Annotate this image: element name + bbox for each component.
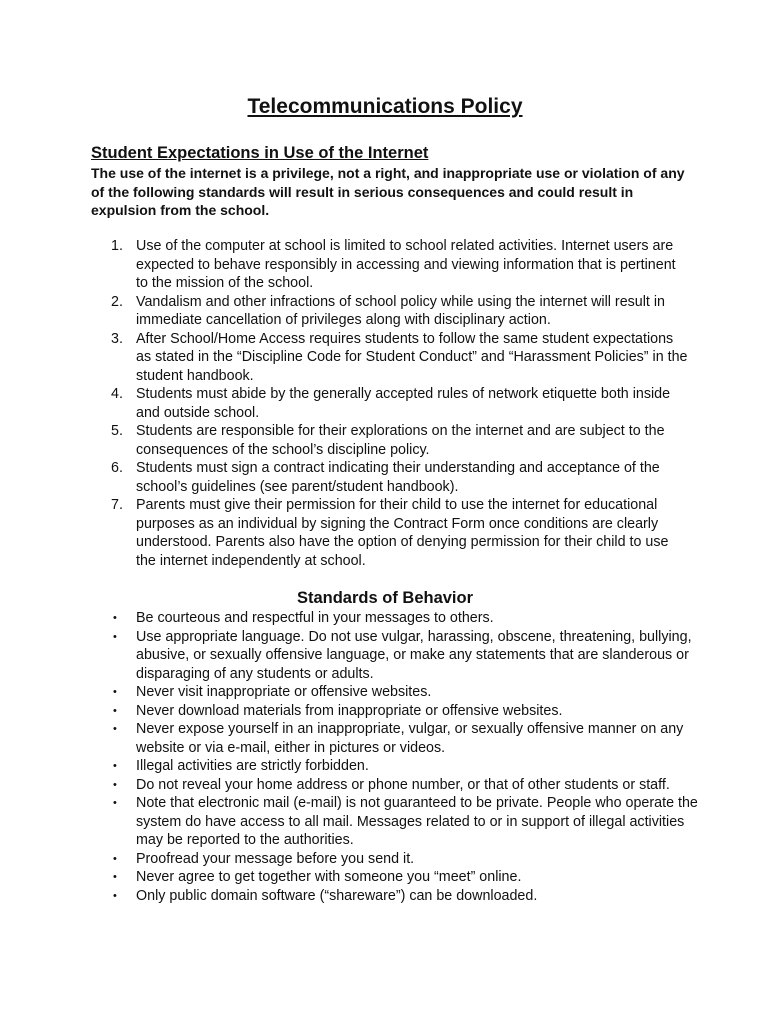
bullet-icon: • xyxy=(113,723,117,735)
list-item xyxy=(91,459,691,496)
standards-list xyxy=(91,609,701,905)
list-number: 3. xyxy=(111,330,123,347)
bullet-item-text: Be courteous and respectful in your messages to others. xyxy=(136,610,494,626)
bullet-item-text: Only public domain software (“shareware”) can be downloaded. xyxy=(136,887,538,904)
list-item xyxy=(91,422,691,459)
bullet-item xyxy=(91,794,701,850)
list-item xyxy=(91,237,691,293)
bullet-icon: • xyxy=(113,778,117,791)
list-number: 1. xyxy=(111,238,123,254)
bullet-item-text: Never download materials from inappropriate or offensive websites. xyxy=(136,702,563,719)
bullet-icon: • xyxy=(113,704,117,717)
bullet-icon: • xyxy=(113,889,117,902)
bullet-item-text: Illegal activities are strictly forbidden. xyxy=(136,758,369,774)
list-item-text: Use of the computer at school is limited to school related activities. Internet users are expected to behave responsibly in accessing and viewing information that is pertinent to the mission of the school. xyxy=(136,238,676,291)
bullet-item xyxy=(91,702,701,721)
list-number: 5. xyxy=(111,423,123,439)
expectations-list xyxy=(91,237,691,570)
bullet-item xyxy=(91,683,701,702)
list-item-text: After School/Home Access requires students to follow the same student expectations as stated in the “Discipline Code for Student Conduct” and “Harassment Policies” in the student handbook. xyxy=(136,330,688,384)
bullet-item xyxy=(91,868,701,887)
bullet-item xyxy=(91,628,701,684)
bullet-item-text: Never visit inappropriate or offensive websites. xyxy=(136,684,432,700)
bullet-item-text: Never agree to get together with someone you “meet” online. xyxy=(136,869,522,885)
bullet-icon: • xyxy=(113,852,117,865)
bullet-item xyxy=(91,757,701,776)
list-item-text: Students must abide by the generally accepted rules of network etiquette both inside and outside school. xyxy=(136,386,671,421)
list-item xyxy=(91,385,691,422)
list-number: 4. xyxy=(111,386,123,402)
list-item xyxy=(91,496,691,570)
bullet-item-text: Do not reveal your home address or phone number, or that of other students or staff. xyxy=(136,776,670,793)
bullet-item-text: Proofread your message before you send it. xyxy=(136,850,415,867)
bullet-icon: • xyxy=(113,797,117,809)
bullet-icon: • xyxy=(113,612,117,624)
bullet-item xyxy=(91,720,701,757)
section-heading-internet-expectations: Student Expectations in Use of the Internet xyxy=(91,144,429,162)
intro-paragraph: The use of the internet is a privilege, not a right, and inappropriate use or violation of any of the following standards will result in serious consequences and could result in expulsion from the school. xyxy=(91,165,685,219)
list-item-text: Parents must give their permission for their child to use the internet for educational purposes as an individual by signing the Contract Form once conditions are clearly understood. Parents also have the option of denying permission for their child to use the internet independently at school. xyxy=(136,497,669,569)
list-item-text: Students are responsible for their explorations on the internet and are subject to the consequences of the school’s discipline policy. xyxy=(136,423,665,458)
list-number: 6. xyxy=(111,460,123,476)
bullet-item-text: Note that electronic mail (e-mail) is not guaranteed to be private. People who operate the system do have access to all mail. Messages related to or in support of illegal activities may be reported to the authorities. xyxy=(136,795,698,848)
section-heading-standards: Standards of Behavior xyxy=(296,589,474,607)
bullet-icon: • xyxy=(113,871,117,883)
bullet-icon: • xyxy=(113,630,117,643)
bullet-item xyxy=(91,887,701,906)
page-title: Telecommunications Policy xyxy=(247,95,523,118)
bullet-item xyxy=(91,609,701,628)
bullet-icon: • xyxy=(113,760,117,772)
list-number: 2. xyxy=(111,293,123,310)
list-item-text: Vandalism and other infractions of school policy while using the internet will result in immediate cancellation of privileges along with disciplinary action. xyxy=(136,293,665,328)
list-item xyxy=(91,330,691,386)
list-item-text: Students must sign a contract indicating their understanding and acceptance of the school’s guidelines (see parent/student handbook). xyxy=(136,460,660,495)
bullet-item-text: Use appropriate language. Do not use vulgar, harassing, obscene, threatening, bullying, abusive, or sexually offensive language, or make any statements that are slanderous or disparaging of any students or adults. xyxy=(136,628,692,682)
list-number: 7. xyxy=(111,497,123,513)
bullet-icon: • xyxy=(113,686,117,698)
bullet-item-text: Never expose yourself in an inappropriate, vulgar, or sexually offensive manner on any website or via e-mail, either in pictures or videos. xyxy=(136,721,684,756)
list-item xyxy=(91,293,691,330)
bullet-item xyxy=(91,850,701,869)
bullet-item xyxy=(91,776,701,795)
